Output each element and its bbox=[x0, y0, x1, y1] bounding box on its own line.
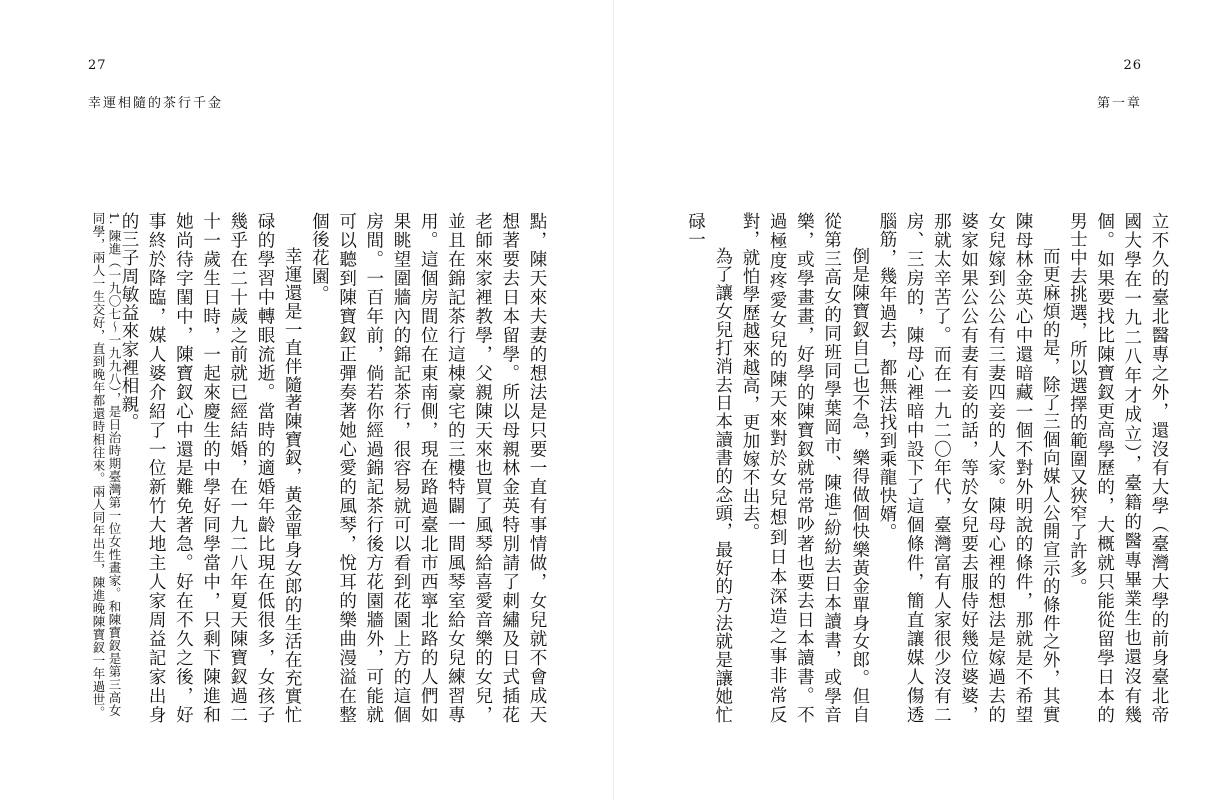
paragraph-text: 紛紛去日本讀書，或學音樂，或學畫畫，好學的陳寶釵就常常吵著也要去日本讀書。不過極度疼愛女兒的陳天來對於女兒想到日本深造之事非常反對，就怕學歷越來越高，更加嫁不出去。 bbox=[739, 212, 842, 724]
footnote-reference[interactable]: 1 bbox=[826, 511, 838, 519]
right-page bbox=[614, 0, 1228, 800]
footnote-text: 陳進（一九〇七～一九九八），是日治時期臺灣第一位女性畫家。和陳寶釵是第三高女同學，兩人一生交好，直到晚年都還時相往來。兩人同年出生，陳進晚陳寶釵一年過世。 bbox=[91, 212, 122, 719]
running-head: 第一章 bbox=[1096, 96, 1142, 111]
footnote bbox=[88, 212, 122, 724]
paragraph: 幸運還是一直伴隨著陳寶釵，黃金單身女郎的生活在充實忙碌的學習中轉眼流逝。當時的適婚年齡比現在低很多，女孩子幾乎在二十歲之前就已經結婚，在一九二八年夏天陳寶釵過二十一歲生日時，一起來慶生的中學好同學當中，只剩下陳進和她尚待字閨中，陳寶釵心中還是難免著急。好在不久之後，好事終於降臨，媒人婆介紹了一位新竹大地主人家周益記家出身的三子周敏益來家裡相親。 bbox=[118, 212, 303, 724]
running-head: 幸運相隨的茶行千金 bbox=[88, 96, 224, 111]
paragraph: 點，陳天來夫妻的想法是只要一直有事情做，女兒就不會成天想著要去日本留學。所以母親林金英特別請了刺繡及日式插花老師來家裡教學，父親陳天來也買了風琴給喜愛音樂的女兒，並且在錦記茶行這棟豪宅的三樓特闢一間風琴室給女兒練習專用。這個房間位在東南側，現在路過臺北市西寧北路的人們如果眺望圍牆內的錦記茶行，很容易就可以看到花園上方的這個房間。一百年前，倘若你經過錦記茶行後方花園牆外，可能就可以聽到陳寶釵正彈奏著她心愛的風琴，悅耳的樂曲漫溢在整個後花園。 bbox=[309, 212, 547, 724]
paragraph: 為了讓女兒打消去日本讀書的念頭，最好的方法就是讓她忙碌一 bbox=[685, 212, 733, 724]
page-number: 27 bbox=[88, 58, 107, 73]
paragraph: 而更麻煩的是，除了三個向媒人公開宣示的條件之外，其實陳母林金英心中還暗藏一個不對外明說的條件，那就是不希望女兒嫁到公公有三妻四妾的人家。陳母心裡的想法是嫁過去的婆家如果公公有妻有妾的話，等於女兒要去服侍好幾位婆婆，那就太辛苦了。而在一九二〇年代，臺灣富有人家很少沒有二房、三房的，陳母心裡暗中設下了這個條件，簡直讓媒人傷透腦筋，幾年過去，都無法找到乘龍快婿。 bbox=[876, 212, 1061, 724]
page-number: 26 bbox=[1123, 58, 1142, 73]
body-text bbox=[118, 212, 550, 724]
footnote-number: 1. bbox=[107, 212, 122, 225]
paragraph-text: 倒是陳寶釵自己也不急，樂得做個快樂黃金單身女郎。但自從第三高女的同班同學葉岡市、陳進 bbox=[821, 212, 870, 724]
paragraph: 立不久的臺北醫專之外，還沒有大學（臺灣大學的前身臺北帝國大學在一九二八年才成立），臺籍的醫專畢業生也還沒有幾個。如果要找比陳寶釵更高學歷的，大概就只能從留學日本的男士中去挑選，所以選擇的範圍又狹窄了許多。 bbox=[1067, 212, 1169, 724]
paragraph bbox=[736, 212, 873, 724]
body-text bbox=[657, 212, 1172, 724]
